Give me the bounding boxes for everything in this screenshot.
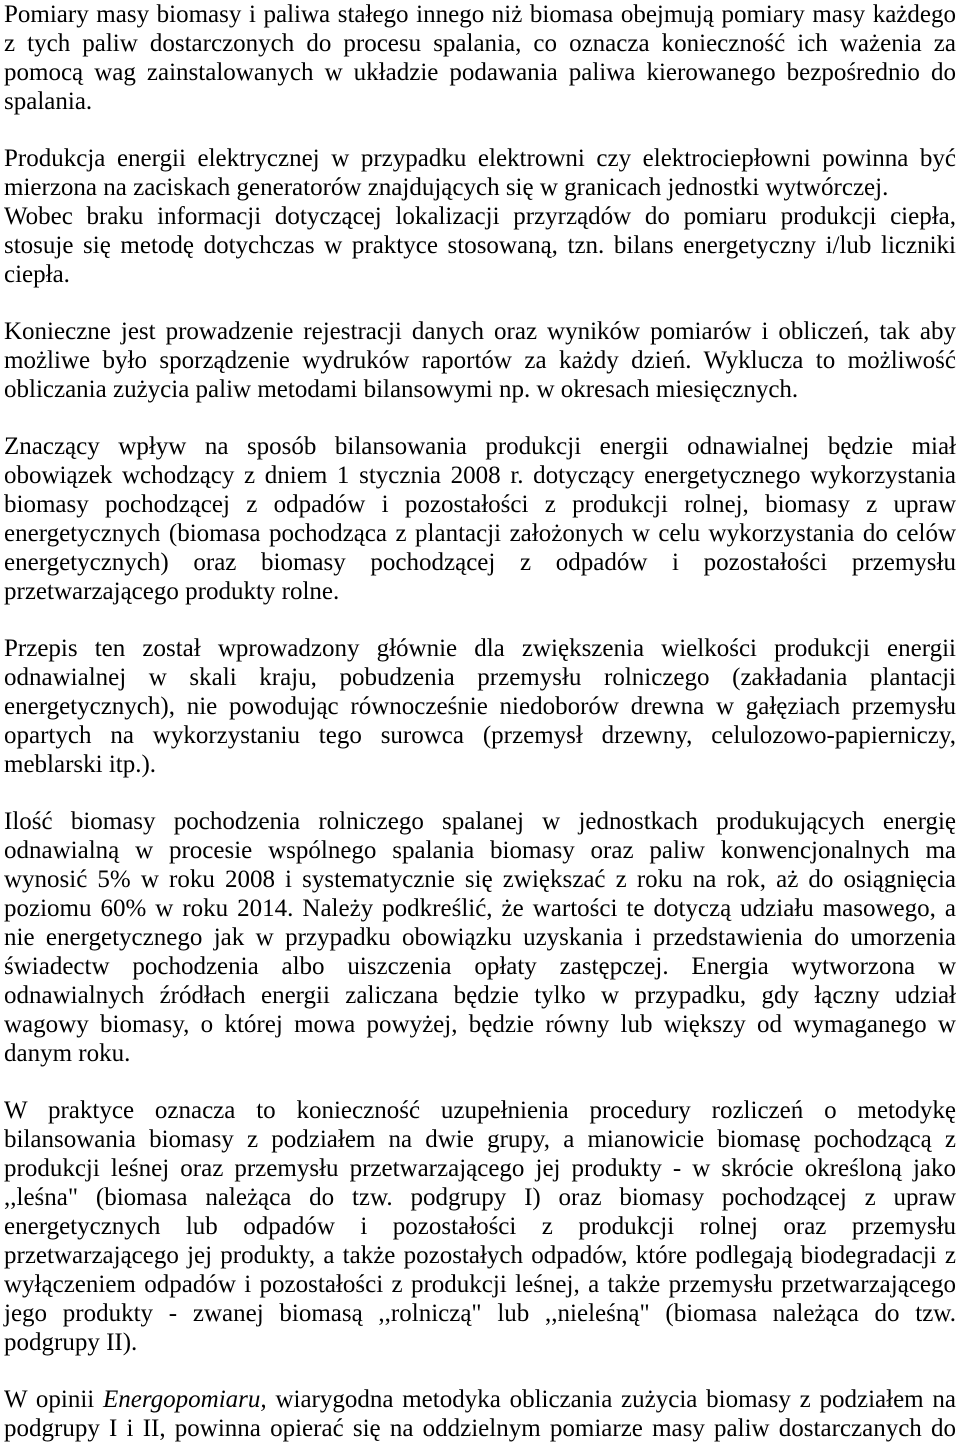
text-line: z tych paliw dostarczonych do procesu spalania, co oznacza konieczność ich ważenia za: [4, 30, 956, 57]
paragraph: [4, 634, 956, 779]
text-line: stosuje się metodę dotychczas w praktyce stosowaną, tzn. bilans energetyczny i/lub liczniki: [4, 232, 956, 259]
text-line: pomocą wag zainstalowanych w układzie podawania paliwa kierowanego bezpośrednio do: [4, 59, 956, 86]
text-line: możliwe było sporządzenie wydruków raportów za każdy dzień. Wyklucza to możliwość: [4, 347, 956, 374]
text-line: wynosić 5% w roku 2008 i systematycznie się zwiększać z roku na rok, aż do osiągnięcia: [4, 866, 956, 893]
text-line: meblarski itp.).: [4, 751, 157, 778]
text-line: energetycznych (biomasa pochodząca z plantacji założonych w celu wykorzystania do celów: [4, 520, 956, 547]
text-line: wyłączeniem odpadów i pozostałości z produkcji leśnej, a także przemysłu przetwarzającego: [4, 1271, 956, 1298]
paragraph: [4, 1096, 956, 1357]
text-block: [4, 807, 956, 1068]
text-line: mierzona na zaciskach generatorów znajdujących się w granicach jednostki wytwórczej.: [4, 174, 889, 201]
text-run: wiarygodna metodyka obliczania zużycia biomasy z podziałem na: [266, 1386, 956, 1413]
text-block: [4, 634, 956, 779]
text-line: poziomu 60% w roku 2014. Należy podkreślić, że wartości te dotyczą udziału masowego, a: [4, 895, 956, 922]
text-line: opartych na wykorzystaniu tego surowca (przemysł drzewny, celulozowo-papierniczy,: [4, 722, 956, 749]
paragraph: [4, 432, 956, 606]
text-block: [4, 0, 956, 116]
text-line: odnawialnej w skali kraju, pobudzenia przemysłu rolniczego (zakładania plantacji: [4, 664, 956, 691]
paragraph: [4, 1385, 956, 1443]
text-line: ,,leśna" (biomasa należąca do tzw. podgrupy I) oraz biomasy pochodzącej z upraw: [4, 1184, 956, 1211]
text-line: Wobec braku informacji dotyczącej lokalizacji przyrządów do pomiaru produkcji ciepła,: [4, 203, 956, 230]
text-line: spalania.: [4, 88, 93, 115]
text-block: [4, 317, 956, 404]
text-line: W praktyce oznacza to konieczność uzupełnienia procedury rozliczeń o metodykę: [4, 1097, 956, 1124]
text-line: obliczania zużycia paliw metodami bilansowymi np. w okresach miesięcznych.: [4, 376, 799, 403]
text-line: Znaczący wpływ na sposób bilansowania produkcji energii odnawialnej będzie miał: [4, 433, 956, 460]
paragraph: [4, 317, 956, 404]
text-line: obowiązek wchodzący z dniem 1 stycznia 2008 r. dotyczący energetycznego wykorzystania: [4, 462, 956, 489]
emphasized-text: Energopomiaru,: [103, 1386, 267, 1413]
text-line: odnawialnych źródłach energii zaliczana będzie tylko w przypadku, gdy łączny udział: [4, 982, 956, 1009]
text-line: podgrupy II).: [4, 1329, 138, 1356]
text-block: [4, 144, 956, 289]
text-line: wagowy biomasy, o której mowa powyżej, będzie równy lub większy od wymaganego w: [4, 1011, 956, 1038]
text-line: biomasy pochodzącej z odpadów i pozostałości z produkcji rolnej, biomasy z upraw: [4, 491, 956, 518]
text-line: ciepła.: [4, 261, 70, 288]
text-line: Pomiary masy biomasy i paliwa stałego innego niż biomasa obejmują pomiary masy każdego: [4, 1, 956, 28]
text-line: danym roku.: [4, 1040, 131, 1067]
document-page: [4, 0, 956, 1443]
text-line: Konieczne jest prowadzenie rejestracji danych oraz wyników pomiarów i obliczeń, tak aby: [4, 318, 956, 345]
text-line: podgrupy I i II, powinna opierać się na oddzielnym pomiarze masy paliw dostarczanych do: [4, 1415, 956, 1442]
paragraph: [4, 144, 956, 202]
text-line: Ilość biomasy pochodzenia rolniczego spalanej w jednostkach produkujących energię: [4, 808, 956, 835]
text-line: Przepis ten został wprowadzony głównie dla zwiększenia wielkości produkcji energii: [4, 635, 956, 662]
text-run: W opinii: [4, 1386, 104, 1413]
text-line: [4, 1385, 956, 1414]
text-line: przetwarzającego jej produkty, a także pozostałych odpadów, które podlegają biodegradacji z: [4, 1242, 956, 1269]
text-line: nie energetycznego jak w przypadku obowiązku uzyskania i przedstawienia do umorzenia: [4, 924, 956, 951]
text-block: [4, 1096, 956, 1357]
text-line: energetycznych) oraz biomasy pochodzącej z odpadów i pozostałości przemysłu: [4, 549, 956, 576]
paragraph: [4, 807, 956, 1068]
text-line: energetycznych), nie powodując równocześnie niedoborów drewna w gałęziach przemysłu: [4, 693, 956, 720]
text-line: produkcji leśnej oraz przemysłu przetwarzającego jej produkty - w skrócie określoną jako: [4, 1155, 956, 1182]
text-line: bilansowania biomasy z podziałem na dwie grupy, a mianowicie biomasę pochodzącą z: [4, 1126, 956, 1153]
text-line: odnawialną w procesie wspólnego spalania biomasy oraz paliw konwencjonalnych ma: [4, 837, 956, 864]
text-line: energetycznych lub odpadów i pozostałości z produkcji rolnej oraz przemysłu: [4, 1213, 956, 1240]
text-line: świadectw pochodzenia albo uiszczenia opłaty zastępczej. Energia wytworzona w: [4, 953, 956, 980]
text-block: [4, 432, 956, 606]
text-line: Produkcja energii elektrycznej w przypadku elektrowni czy elektrociepłowni powinna być: [4, 145, 956, 172]
text-line: jego produkty - zwanej biomasą ,,rolniczą" lub ,,nieleśną" (biomasa należąca do tzw.: [4, 1300, 956, 1327]
paragraph: [4, 202, 956, 289]
text-line: przetwarzającego produkty rolne.: [4, 578, 340, 605]
text-block: [4, 1385, 956, 1443]
paragraph: [4, 0, 956, 116]
